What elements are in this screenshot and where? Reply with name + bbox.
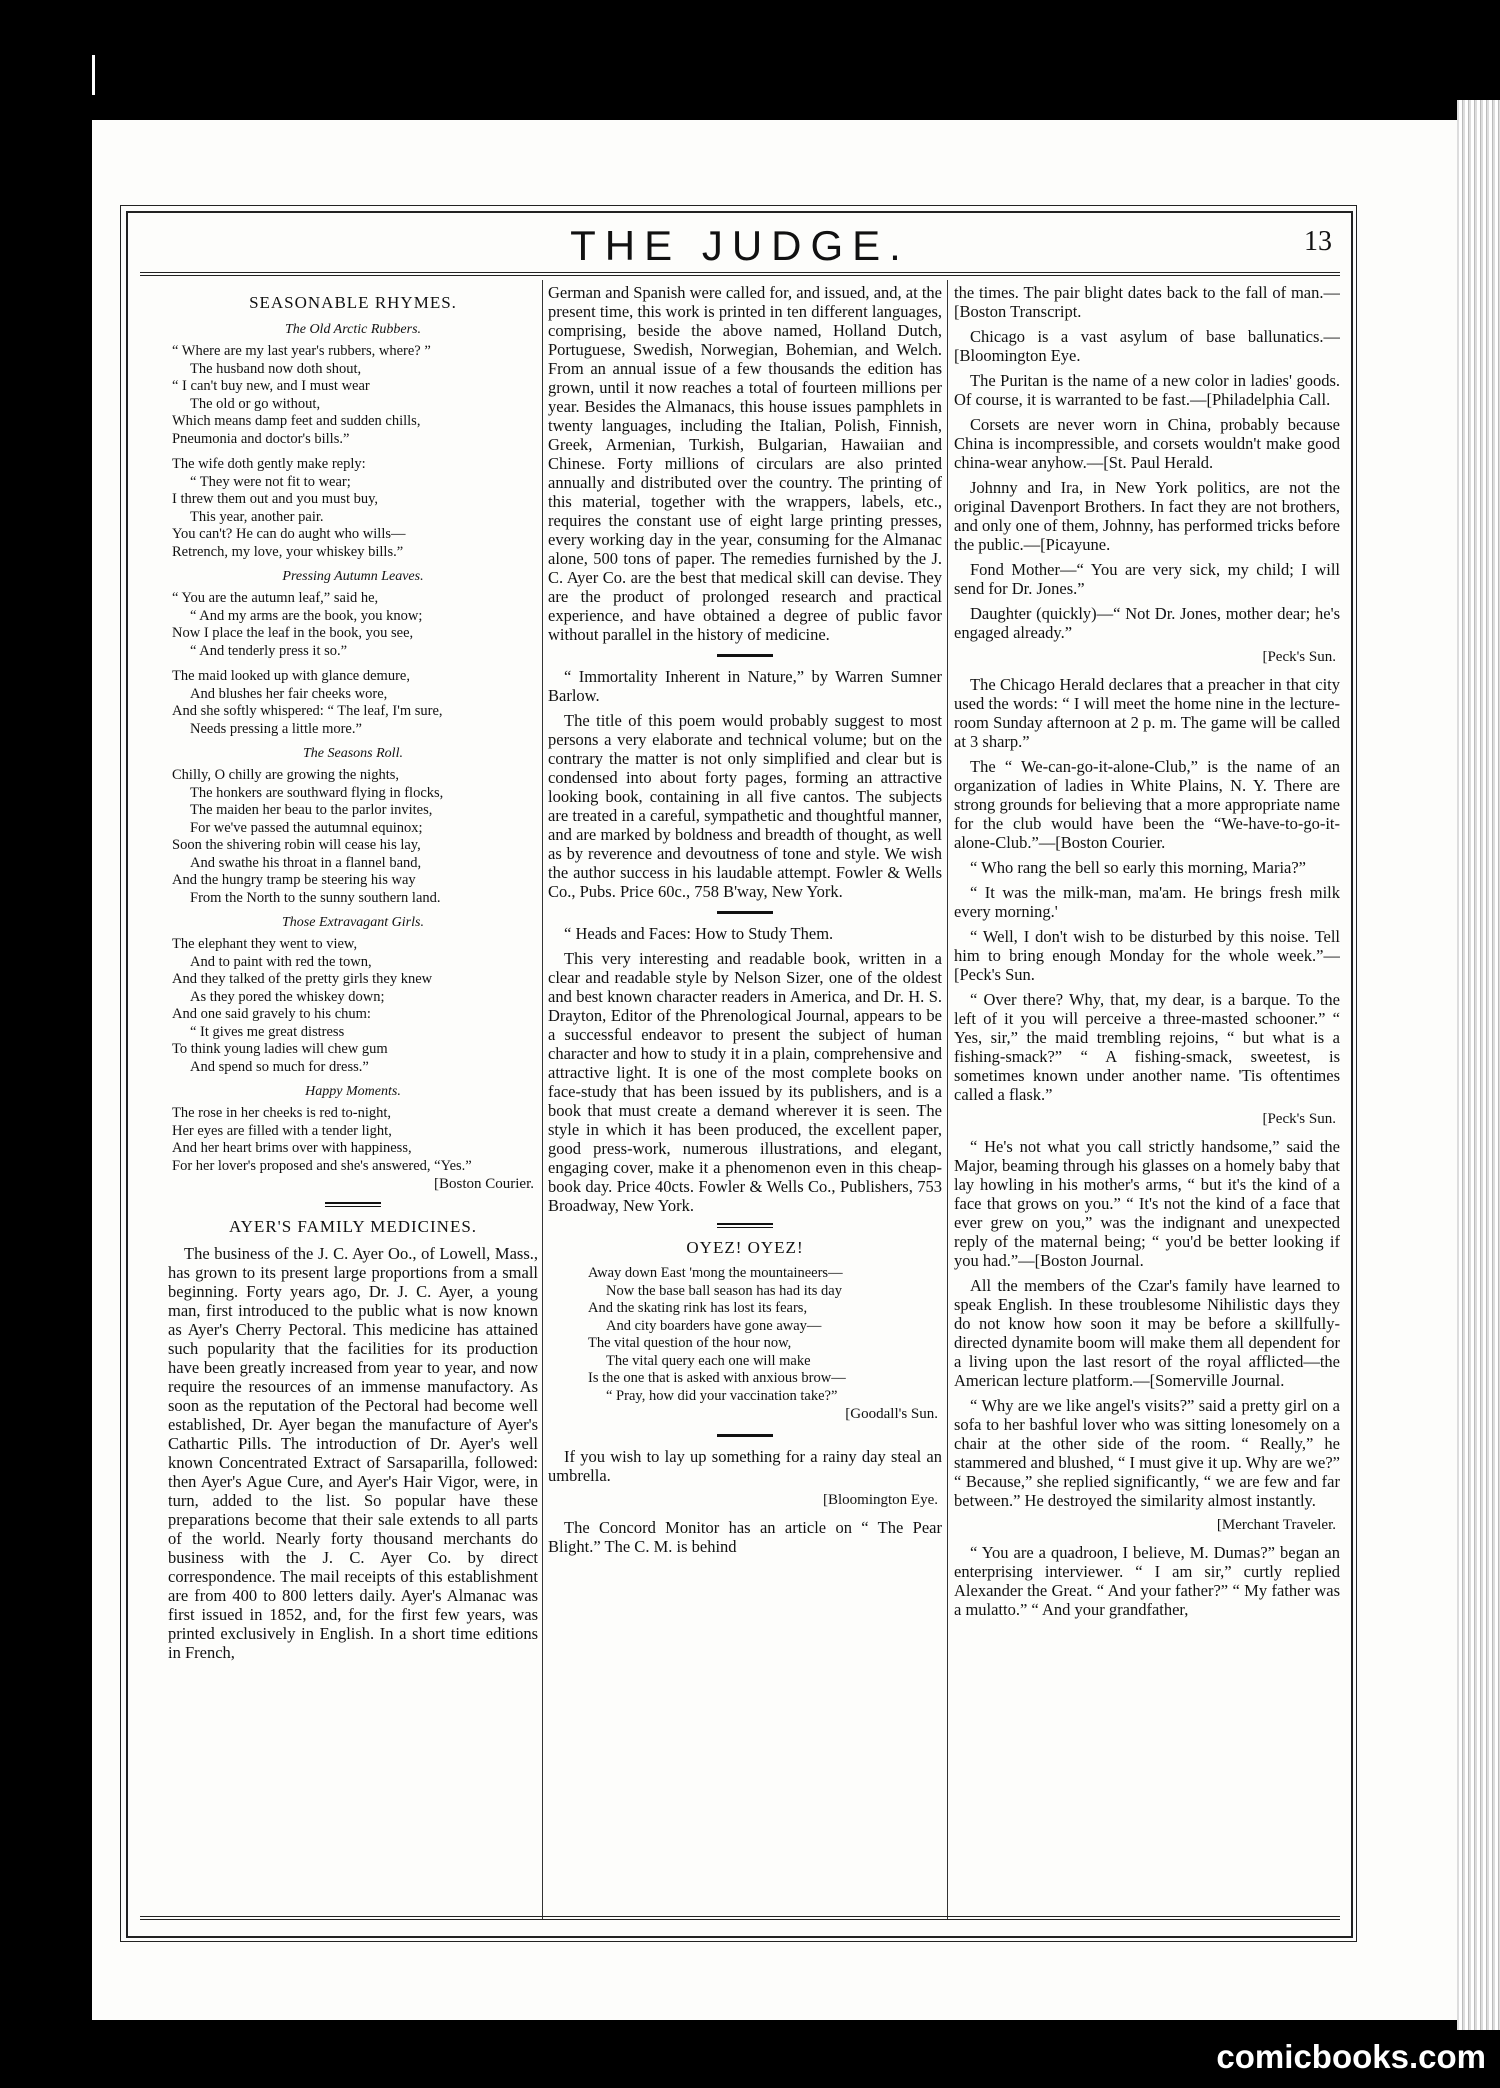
- poem-line: The rose in her cheeks is red to-night,: [172, 1105, 392, 1121]
- poem-line: And she softly whispered: “ The leaf, I'm sure,: [172, 703, 443, 719]
- paragraph: The “ We-can-go-it-alone-Club,” is the name of an organization of ladies in White Plains, N. Y. There are strong grounds for believing that a more appropriate name for the club would have been the “We-have-to-go-it-alone-Club.”—[Boston Courier.: [954, 757, 1340, 852]
- scan-mark: [92, 55, 95, 95]
- poem-line: As they pored the whiskey down;: [190, 988, 385, 1005]
- poem-line: The wife doth gently make reply:: [172, 456, 366, 472]
- poem-title: The Seasons Roll.: [303, 746, 403, 761]
- paragraph: The Concord Monitor has an article on “ The Pear Blight.” The C. M. is behind: [548, 1518, 942, 1556]
- poem-line: This year, another pair.: [190, 508, 324, 525]
- paragraph: Chicago is a vast asylum of base ballunatics.—[Bloomington Eye.: [954, 327, 1340, 365]
- poem-line: The old or go without,: [190, 395, 321, 412]
- poem-line: “ And my arms are the book, you know;: [190, 607, 423, 624]
- poem-line: Which means damp feet and sudden chills,: [172, 413, 421, 429]
- poem-title: Pressing Autumn Leaves.: [282, 569, 424, 584]
- poem-line: The vital question of the hour now,: [588, 1335, 792, 1351]
- review-title: “ Heads and Faces: How to Study Them.: [564, 924, 834, 943]
- section-rule: [717, 654, 773, 657]
- article-text: The business of the J. C. Ayer Oo., of Lowell, Mass., has grown to its present large proportions from a small beginning. Forty years ago, Dr. J. C. Ayer, a young man, first introduced to the public what is now known as Ayer's Cherry Pectoral. This medicine has attained such popularity that the facilities for its production have been greatly increased from year to year, and now require the resources of an immense manufactory. As soon as the reputation of the Pectoral had become well established, Dr. Ayer began the manufacture of Ayer's Cathartic Pills. The introduction of Dr. Ayer's well known Concentrated Extract of Sarsaparilla, followed: then Ayer's Ague Cure, and Ayer's Hair Vigor, were, in turn, added to the list. So popular have these preparations become that their sale extends to all parts of the world. Nearly forty thousand merchants do business with the J. C. Ayer Co. by direct correspondence. The mail receipts of this establishment are from 400 to 800 letters daily. Ayer's Almanac was first issued in 1852, and, for the first few years, was printed exclusively in English. In a short time editions in French,: [168, 1244, 538, 1662]
- credit: [Boston Courier.: [434, 1176, 534, 1192]
- review-text: The title of this poem would probably suggest to most persons a very elaborate and technical volume; but on the contrary the matter is not only simplified and clear but is condensed into about forty pages, forming an attractive looking book, containing in all five cantos. The subjects are treated in a careful, sympathetic and thoughtful manner, and are marked by boldness and breadth of thought, as well as by reverence and devoutness of tone and style. We wish the author success in his laudable attempt. Fowler & Wells Co., Pubs. Price 60c., 758 B'way, New York.: [548, 711, 942, 901]
- poem-line: “ I can't buy new, and I must wear: [172, 378, 370, 394]
- paragraph: “ It was the milk-man, ma'am. He brings fresh milk every morning.': [954, 883, 1340, 921]
- poem-line: And swathe his throat in a flannel band,: [190, 854, 422, 871]
- poem-line: And city boarders have gone away—: [606, 1317, 822, 1334]
- poem-line: Chilly, O chilly are growing the nights,: [172, 767, 400, 783]
- poem-title: The Old Arctic Rubbers.: [284, 322, 422, 337]
- poem-line: “ It gives me great distress: [190, 1023, 345, 1040]
- paragraph: “ You are a quadroon, I believe, M. Dumas?” began an enterprising interviewer. “ I am sir,” curtly replied Alexander the Great. “ And your father?” “ My father was a mulatto.” “ And your grandfather,: [954, 1543, 1340, 1619]
- poem-title: Those Extravagant Girls.: [282, 915, 424, 930]
- section-heading: AYER'S FAMILY MEDICINES.: [228, 1217, 478, 1236]
- credit: [Merchant Traveler.: [1216, 1517, 1336, 1533]
- poem-line: “ And tenderly press it so.”: [190, 642, 348, 659]
- section-rule: [717, 1223, 773, 1228]
- poem: [172, 1105, 538, 1175]
- poem-line: I threw them out and you must buy,: [172, 491, 379, 507]
- poem-line: The vital query each one will make: [606, 1352, 811, 1369]
- masthead-title: THE JUDGE.: [570, 222, 910, 269]
- footer-rule: [140, 1916, 1340, 1920]
- poem-line: Needs pressing a little more.”: [190, 720, 362, 737]
- poem: [172, 767, 538, 907]
- poem-line: And blushes her fair cheeks wore,: [190, 685, 388, 702]
- poem-title: Happy Moments.: [305, 1084, 401, 1099]
- paragraph: “ Why are we like angel's visits?” said a pretty girl on a sofa to her bashful lover who was sitting lonesomely on a chair at the other side of the room. “ Really,” he stammered and blushed, “ I must give it up. Why are we?” “ Because,” she replied significantly, “ we are few and far between.” He destroyed the similarity almost instantly.: [954, 1396, 1340, 1510]
- paragraph: the times. The pair blight dates back to the fall of man.—[Boston Transcript.: [954, 283, 1340, 321]
- poem-line: And to paint with red the town,: [190, 953, 372, 970]
- page-number: 13: [1304, 226, 1332, 257]
- paragraph: “ Well, I don't wish to be disturbed by this noise. Tell him to bring enough Monday for the whole week.”—[Peck's Sun.: [954, 927, 1340, 984]
- page-header: [140, 222, 1340, 268]
- poem-line: And the skating rink has lost its fears,: [588, 1300, 808, 1316]
- poem-line: Away down East 'mong the mountaineers—: [588, 1265, 843, 1281]
- poem: [172, 590, 538, 738]
- poem: [588, 1265, 942, 1405]
- paragraph: “ He's not what you call strictly handsome,” said the Major, beaming through his glasses on a homely baby that lay howling in his mother's arms, “ but it's the kind of a face that grows on you.” “ It's not the kind of a face that ever grew on you,” was the indignant and unexpected reply of the maternal being; “ you'd be better looking if you had.”—[Boston Journal.: [954, 1137, 1340, 1270]
- poem-line: From the North to the sunny southern land.: [190, 889, 441, 906]
- review-title: “ Immortality Inherent in Nature,” by Warren Sumner Barlow.: [548, 667, 942, 705]
- paragraph: Daughter (quickly)—“ Not Dr. Jones, mother dear; he's engaged already.”: [954, 604, 1340, 642]
- poem-line: “ Pray, how did your vaccination take?”: [606, 1387, 838, 1404]
- poem-line: The elephant they went to view,: [172, 936, 358, 952]
- section-rule: [717, 1434, 773, 1437]
- poem-line: For her lover's proposed and she's answered, “Yes.”: [172, 1157, 472, 1174]
- review-text: This very interesting and readable book, written in a clear and readable style by Nelson Sizer, one of the oldest and best known character readers in America, and Dr. H. S. Drayton, Editor of the Phrenological Journal, appears to be a successful endeavor to present the subject of human character and how to study it in a plain, comprehensive and attractive light. It is one of the most complete books on face-study that has been issued by its publishers, and is a book that must create a demand wherever it is seen. The style in which it has been produced, the excellent paper, good press-work, numerous illustrations, and elegant, engaging cover, make it a phenomenon even in this cheap-book day. Price 40cts. Fowler & Wells Co., Publishers, 753 Broadway, New York.: [548, 949, 942, 1215]
- paragraph: The Puritan is the name of a new color in ladies' goods. Of course, it is warranted to be fast.—[Philadelphia Call.: [954, 371, 1340, 409]
- poem-line: Her eyes are filled with a tender light,: [172, 1122, 392, 1139]
- paragraph: The Chicago Herald declares that a preacher in that city used the words: “ I will meet the home nine in the lecture-room Sunday afternoon at 2 p. m. The game will be called at 3 sharp.”: [954, 675, 1340, 751]
- header-rule: [140, 272, 1340, 276]
- poem-line: The honkers are southward flying in flocks,: [190, 784, 444, 801]
- poem-line: Now I place the leaf in the book, you see,: [172, 625, 414, 641]
- poem-line: The husband now doth shout,: [190, 360, 362, 377]
- credit: [Peck's Sun.: [1262, 649, 1336, 665]
- paragraph: Fond Mother—“ You are very sick, my child; I will send for Dr. Jones.”: [954, 560, 1340, 598]
- poem-line: And they talked of the pretty girls they knew: [172, 971, 433, 987]
- column-2: [548, 283, 942, 1913]
- credit: [Bloomington Eye.: [823, 1492, 938, 1508]
- section-heading: SEASONABLE RHYMES.: [249, 293, 457, 312]
- section-rule: [717, 911, 773, 914]
- credit: [Goodall's Sun.: [845, 1406, 938, 1422]
- poem-line: Retrench, my love, your whiskey bills.”: [172, 543, 404, 560]
- poem-line: And the hungry tramp be steering his way: [172, 872, 416, 888]
- poem-line: “ Where are my last year's rubbers, where? ”: [172, 343, 431, 359]
- poem-line: The maiden her beau to the parlor invites,: [190, 802, 433, 818]
- poem-line: Soon the shivering robin will cease his lay,: [172, 837, 421, 853]
- credit: [Peck's Sun.: [1262, 1111, 1336, 1127]
- poem-line: For we've passed the autumnal equinox;: [190, 819, 423, 836]
- paragraph: Johnny and Ira, in New York politics, are not the original Davenport Brothers. In fact they are not brothers, and only one of them, Johnny, has performed tricks before the public.—[Picayune.: [954, 478, 1340, 554]
- article-text: German and Spanish were called for, and issued, and, at the present time, this work is printed in ten different languages, comprising, beside the above named, Holland Dutch, Portuguese, Swedish, Norwegian, Bohemian, and Welch. From an annual issue of a few thousands the edition has grown, until it now reaches a total of fourteen millions per year. Besides the Almanacs, this house issues pamphlets in twenty languages, including the Italian, Polish, Finnish, Greek, Armenian, Turkish, Bulgarian, Hawaiian and Chinese. Forty millions of circulars are also printed annually and distributed over the country. The printing of this material, together with the wrappers, labels, etc., requires the constant use of eight large printing presses, every working day in the year, consuming for the Almanac alone, 500 tons of paper. The remedies furnished by the J. C. Ayer Co. are the best that medical skill can devise. They are the product of prolonged research and practical experience, and have obtained a degree of public favor without parallel in the history of medicine.: [548, 283, 942, 644]
- poem-line: And one said gravely to his chum:: [172, 1006, 371, 1022]
- paragraph: If you wish to lay up something for a rainy day steal an umbrella.: [548, 1447, 942, 1485]
- poem-line: Is the one that is asked with anxious brow—: [588, 1370, 846, 1386]
- poem-line: You can't? He can do aught who wills—: [172, 526, 406, 542]
- column-1: [168, 283, 538, 1913]
- column-3: [954, 283, 1340, 1913]
- poem-line: “ You are the autumn leaf,” said he,: [172, 590, 379, 606]
- section-rule: [325, 1202, 381, 1207]
- poem-line: The maid looked up with glance demure,: [172, 668, 410, 684]
- paragraph: “ Over there? Why, that, my dear, is a barque. To the left of it you will perceive a three-masted schooner.” “ Yes, sir,” the maid trembling rejoins, “ but what is a fishing-smack?” “ A fishing-smack, sweetest, is sometimes known under another name. 'Tis oftentimes called a flask.”: [954, 990, 1340, 1104]
- paragraph: All the members of the Czar's family have learned to speak English. In these troublesome Nihilistic days they do not know how soon it may be before a skillfully-directed dynamite boom will make them all dependent for a living upon the last resort of the royal afflicted—the American lecture platform.—[Somerville Journal.: [954, 1276, 1340, 1390]
- poem: [172, 343, 538, 561]
- poem-line: Now the base ball season has had its day: [606, 1282, 842, 1299]
- poem-line: And her heart brims over with happiness,: [172, 1140, 412, 1156]
- poem: [172, 936, 538, 1076]
- page-edge: [1457, 100, 1500, 2030]
- paragraph: Corsets are never worn in China, probably because China is incompressible, and corsets wouldn't make good china-wear anyhow.—[St. Paul Herald.: [954, 415, 1340, 472]
- poem-line: To think young ladies will chew gum: [172, 1041, 388, 1057]
- poem-line: And spend so much for dress.”: [190, 1058, 369, 1075]
- column-divider-2: [947, 280, 948, 1920]
- poem-line: “ They were not fit to wear;: [190, 473, 351, 490]
- section-heading: OYEZ! OYEZ!: [686, 1238, 804, 1257]
- poem-line: Pneumonia and doctor's bills.”: [172, 430, 350, 447]
- column-divider-1: [542, 280, 543, 1920]
- watermark: comicbooks.com: [1216, 2038, 1486, 2075]
- paragraph: “ Who rang the bell so early this morning, Maria?”: [970, 858, 1307, 877]
